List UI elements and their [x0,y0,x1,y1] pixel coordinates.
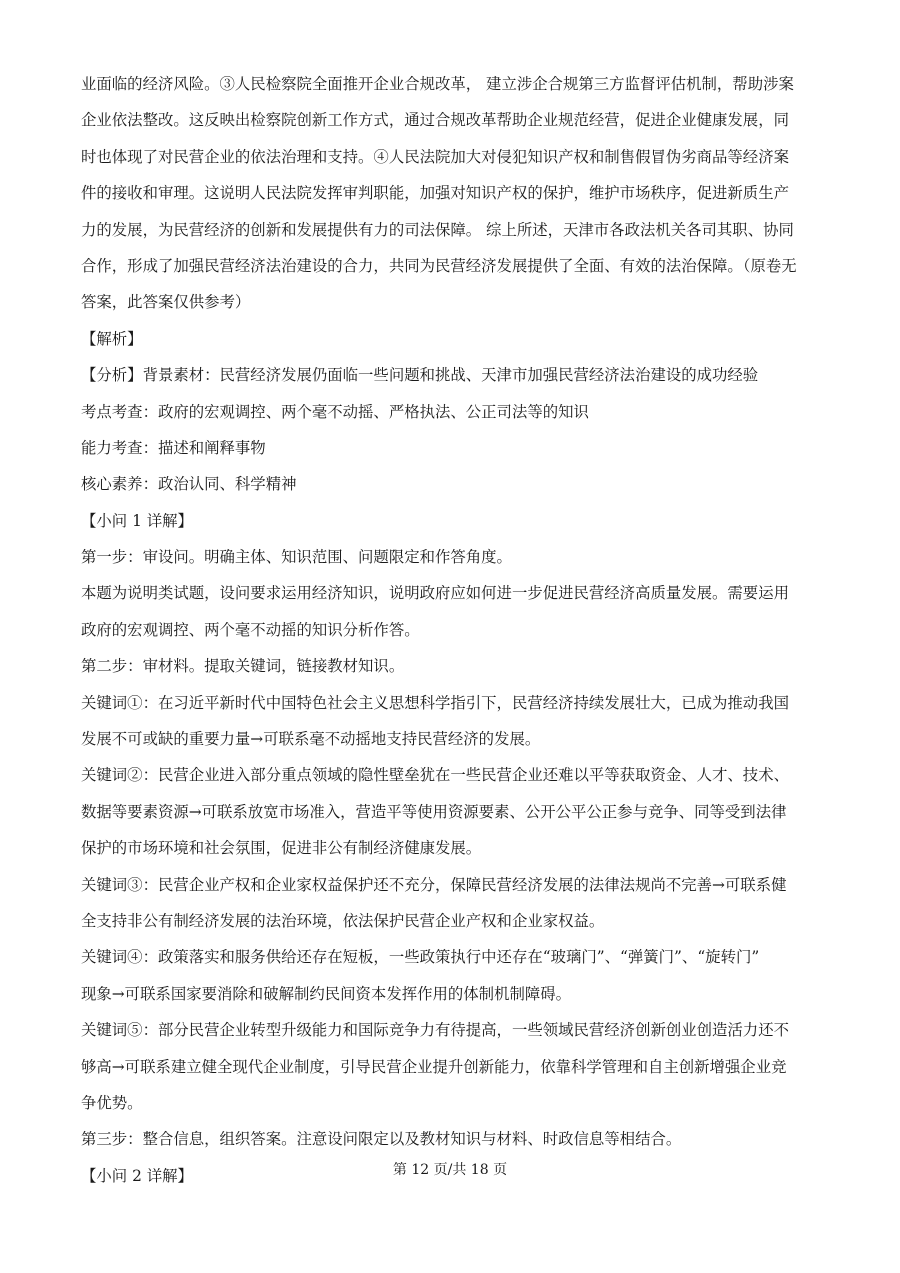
text-line: 考点考查：政府的宏观调控、两个毫不动摇、严格执法、公正司法等的知识 [81,402,589,421]
text-line: 关键词②：民营企业进入部分重点领域的隐性壁垒犹在一些民营企业还难以平等获取资金、人才、技术、 [81,766,789,785]
text-line: 第一步：审设问。明确主体、知识范围、问题限定和作答角度。 [81,548,512,567]
text-line: 本题为说明类试题，设问要求运用经济知识，说明政府应如何进一步促进民营经济高质量发展。需要运用 [81,584,789,603]
text-line: 【分析】背景素材：民营经济发展仍面临一些问题和挑战、天津市加强民营经济法治建设的成功经验 [81,366,759,385]
text-line: 关键词③：民营企业产权和企业家权益保护还不充分，保障民营经济发展的法律法规尚不完善→可联系健 [81,875,787,894]
document-body [81,66,823,1194]
text-line: 答案，此答案仅供参考） [81,293,251,312]
text-line: 现象→可联系国家要消除和破解制约民间资本发挥作用的体制机制障碍。 [81,984,572,1003]
text-line: 发展不可或缺的重要力量→可联系毫不动摇地支持民营经济的发展。 [81,730,541,749]
text-line: 力的发展，为民营经济的创新和发展提供有力的司法保障。 综上所述，天津市各政法机关各司其职、协同 [81,220,794,239]
text-line: 关键词⑤：部分民营企业转型升级能力和国际竞争力有待提高，一些领域民营经济创新创业创造活力还不 [81,1021,789,1040]
text-line: 能力考查：描述和阐释事物 [81,438,266,457]
text-line: 企业依法整改。这反映出检察院创新工作方式，通过合规改革帮助企业规范经营，促进企业健康发展，同 [81,111,789,130]
text-line: 【解析】 [81,329,143,348]
text-line: 争优势。 [81,1093,143,1112]
text-line: 关键词④：政策落实和服务供给还存在短板，一些政策执行中还存在“玻璃门”、“弹簧门”、“旋转门” [81,948,760,967]
text-line: 业面临的经济风险。③人民检察院全面推开企业合规改革， 建立涉企合规第三方监督评估机制，帮助涉案 [81,75,794,93]
text-line: 【小问 2 详解】 [81,1166,193,1185]
text-line: 合作，形成了加强民营经济法治建设的合力，共同为民营经济发展提供了全面、有效的法治保障。（原卷无 [81,256,797,275]
text-line: 第三步：整合信息，组织答案。注意设问限定以及教材知识与材料、时政信息等相结合。 [81,1130,682,1149]
text-line: 数据等要素资源→可联系放宽市场准入，营造平等使用资源要素、公开公平公正参与竞争、同等受到法律 [81,802,787,821]
text-line: 政府的宏观调控、两个毫不动摇的知识分析作答。 [81,620,420,639]
text-line: 【小问 1 详解】 [81,511,193,530]
text-line: 第二步：审材料。提取关键词，链接教材知识。 [81,657,405,676]
page-footer: 第 12 页/共 18 页 [392,1162,508,1178]
text-line: 够高→可联系建立健全现代企业制度，引导民营企业提升创新能力，依靠科学管理和自主创新增强企业竞 [81,1057,787,1076]
text-line: 全支持非公有制经济发展的法治环境，依法保护民营企业产权和企业家权益。 [81,911,605,930]
text-line: 保护的市场环境和社会氛围，促进非公有制经济健康发展。 [81,839,482,858]
text-line: 关键词①：在习近平新时代中国特色社会主义思想科学指引下，民营经济持续发展壮大，已成为推动我国 [81,693,789,712]
text-line: 件的接收和审理。这说明人民法院发挥审判职能，加强对知识产权的保护，维护市场秩序，促进新质生产 [81,184,789,203]
text-line: 核心素养：政治认同、科学精神 [81,475,297,494]
text-line: 时也体现了对民营企业的依法治理和支持。④人民法院加大对侵犯知识产权和制售假冒伪劣商品等经济案 [81,147,789,166]
